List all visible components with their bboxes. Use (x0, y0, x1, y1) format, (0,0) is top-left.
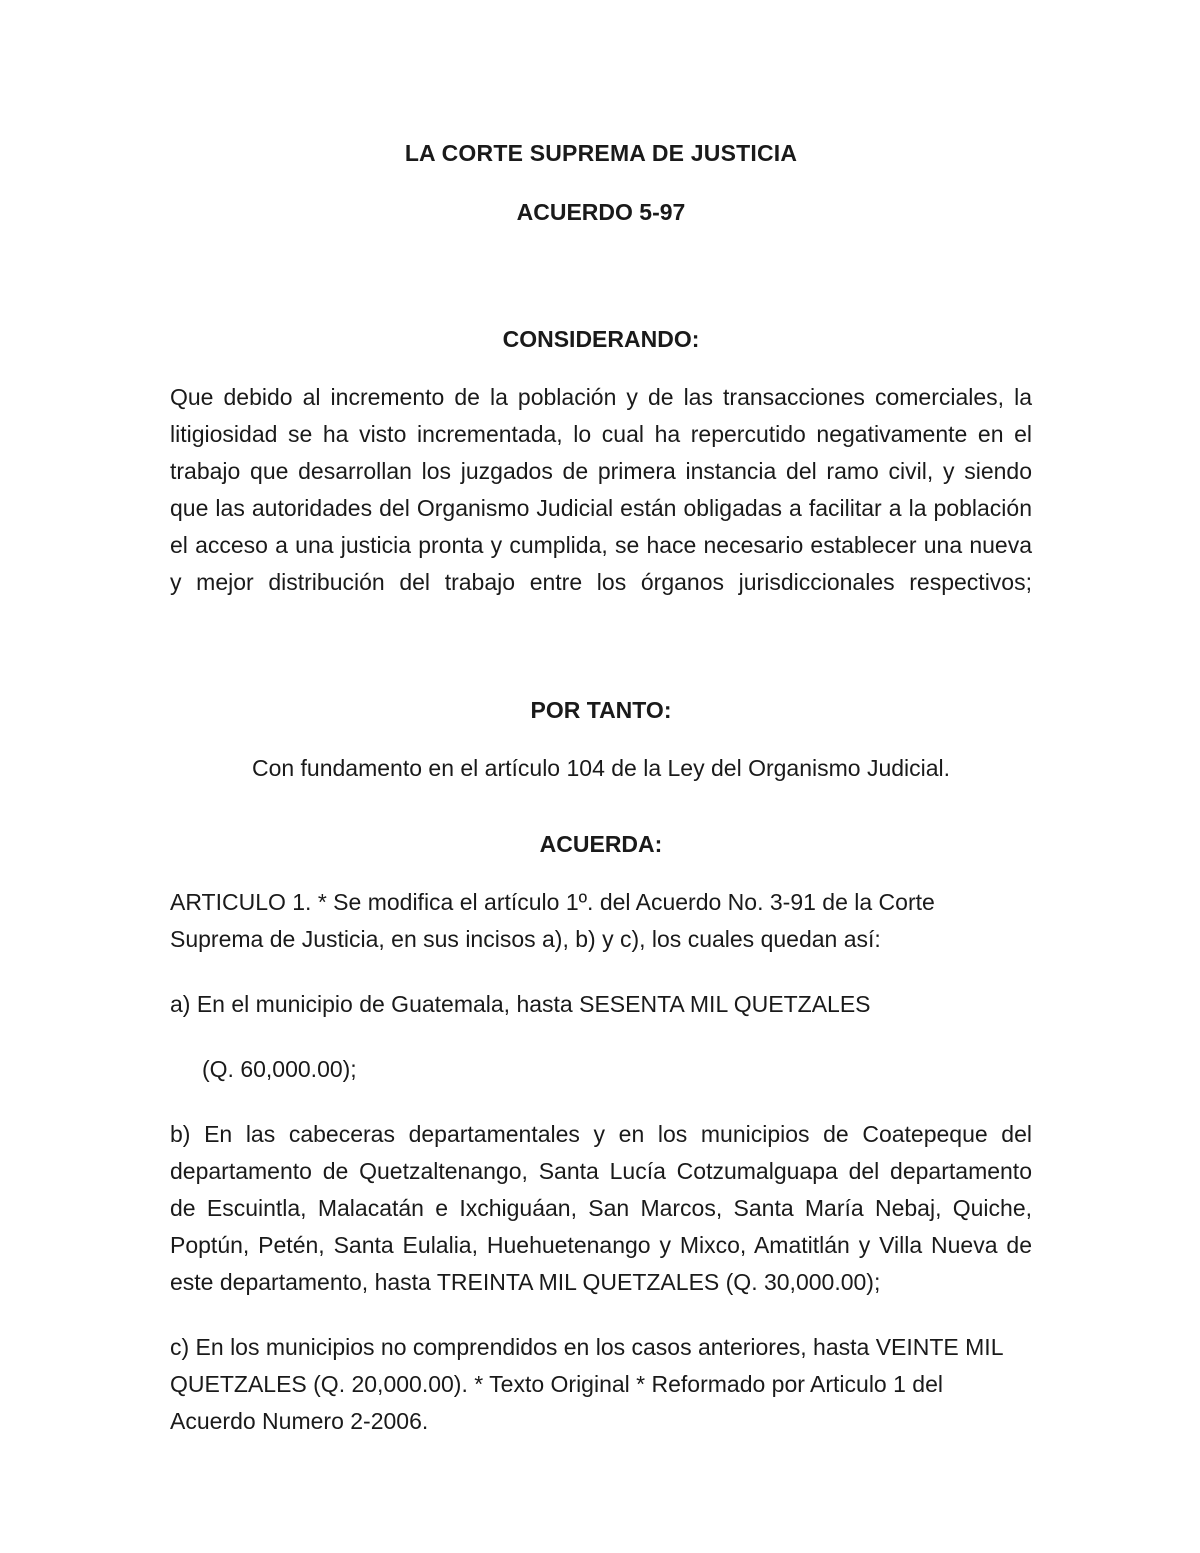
paragraph-inciso-b: b) En las cabeceras departamentales y en los municipios de Coatepeque del departamento de Quetzaltenango, Santa Lucía Cotzumalguapa del departamento de Escuintla, Malacatán e Ixchiguáan, San Marcos, Santa María Nebaj, Quiche, Poptún, Petén, Santa Eulalia, Huehuetenango y Mixco, Amatitlán y Villa Nueva de este departamento, hasta TREINTA MIL QUETZALES (Q. 30,000.00); (170, 1121, 1032, 1295)
heading-por-tanto: POR TANTO: (530, 697, 672, 723)
document-subtitle: ACUERDO 5-97 (516, 199, 686, 225)
paragraph-por-tanto: Con fundamento en el artículo 104 de la Ley del Organismo Judicial. (251, 755, 951, 781)
paragraph-inciso-a: a) En el municipio de Guatemala, hasta SESENTA MIL QUETZALES (170, 991, 871, 1017)
paragraph-inciso-c: c) En los municipios no comprendidos en los casos anteriores, hasta VEINTE MIL QUETZALES (Q. 20,000.00). * Texto Original * Reformado por Articulo 1 del Acuerdo Numero 2-2006. (170, 1334, 1003, 1434)
paragraph-articulo-1: ARTICULO 1. * Se modifica el artículo 1º. del Acuerdo No. 3-91 de la Corte Suprema de Justicia, en sus incisos a), b) y c), los cuales quedan así: (170, 889, 935, 952)
paragraph-inciso-a-monto: (Q. 60,000.00); (202, 1056, 357, 1082)
paragraph-considerando: Que debido al incremento de la población y de las transacciones comerciales, la litigiosidad se ha visto incrementada, lo cual ha repercutido negativamente en el trabajo que desarrollan los juzgados de primera instancia del ramo civil, y siendo que las autoridades del Organismo Judicial están obligadas a facilitar a la población el acceso a una justicia pronta y cumplida, se hace necesario establecer una nueva y mejor distribución del trabajo entre los órganos jurisdiccionales respectivos; (170, 384, 1032, 595)
heading-considerando: CONSIDERANDO: (502, 326, 700, 352)
document-title: LA CORTE SUPREMA DE JUSTICIA (404, 140, 798, 166)
heading-acuerda: ACUERDA: (539, 831, 663, 857)
